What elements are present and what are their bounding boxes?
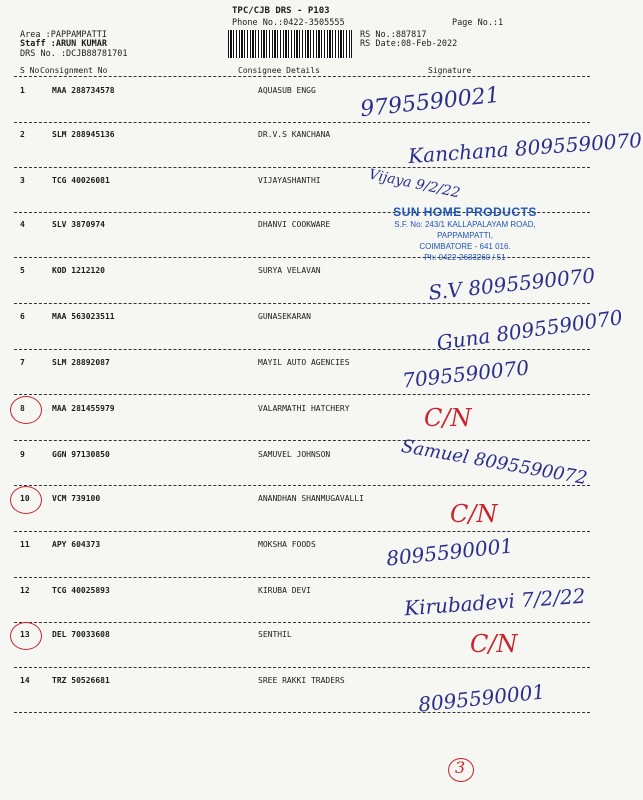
company-stamp xyxy=(360,205,570,263)
row-sno: 9 xyxy=(20,450,25,459)
row-consignee: ANANDHAN SHANMUGAVALLI xyxy=(258,494,364,503)
row-consignment-no: TCG 40025893 xyxy=(52,586,110,595)
stamp-address-3: COIMBATORE - 641 016. xyxy=(419,242,511,251)
row-divider xyxy=(14,303,590,304)
row-sno: 14 xyxy=(20,676,30,685)
row-consignment-no: MAA 281455979 xyxy=(52,404,115,413)
stamp-name: SUN HOME PRODUCTS xyxy=(393,205,537,219)
row-divider xyxy=(14,440,590,441)
row-divider xyxy=(14,622,590,623)
row-number-circle xyxy=(10,622,42,650)
col-details: Consignee Details xyxy=(238,66,320,75)
row-signature: Samuel 8095590072 xyxy=(399,435,589,490)
row-sno: 4 xyxy=(20,220,25,229)
row-consignment-no: MAA 563023511 xyxy=(52,312,115,321)
row-sno: 3 xyxy=(20,176,25,185)
row-consignee: MAYIL AUTO AGENCIES xyxy=(258,358,350,367)
row-consignment-no: SLM 288945136 xyxy=(52,130,115,139)
row-signature: 8095590001 xyxy=(385,533,515,571)
col-sno: S No xyxy=(20,66,40,75)
staff-label: Staff :ARUN KUMAR xyxy=(20,39,107,49)
row-signature: Vijaya 9/2/22 xyxy=(367,166,462,202)
row-consignment-no: TRZ 50526681 xyxy=(52,676,110,685)
row-signature: Kirubadevi 7/2/22 xyxy=(403,583,587,621)
row-number-circle xyxy=(10,486,42,514)
rs-number: RS No.:887817 xyxy=(360,30,427,40)
row-consignment-no: APY 604373 xyxy=(52,540,101,549)
rs-date: RS Date:08-Feb-2022 xyxy=(360,39,458,49)
row-signature: Kanchana 8095590070 xyxy=(407,127,643,169)
col-consignment: Consignment No xyxy=(40,66,108,75)
row-divider xyxy=(14,577,590,578)
row-signature: S.V 8095590070 xyxy=(427,263,597,305)
stamp-address-2: PAPPAMPATTI, xyxy=(437,231,493,240)
row-consignment-no: TCG 40026081 xyxy=(52,176,110,185)
row-divider xyxy=(14,712,590,713)
row-consignee: SURYA VELAVAN xyxy=(258,266,321,275)
row-divider xyxy=(14,667,590,668)
row-divider xyxy=(14,122,590,123)
row-consignee: SAMUVEL JOHNSON xyxy=(258,450,331,459)
row-consignee: KIRUBA DEVI xyxy=(258,586,311,595)
row-cn-annotation: C/N xyxy=(470,630,518,658)
row-sno: 7 xyxy=(20,358,25,367)
row-consignment-no: VCM 739100 xyxy=(52,494,101,503)
page-mark: 3 xyxy=(455,758,466,777)
col-signature: Signature xyxy=(428,66,472,75)
row-sno: 5 xyxy=(20,266,25,275)
row-sno: 6 xyxy=(20,312,25,321)
row-consignee: VIJAYASHANTHI xyxy=(258,176,321,185)
row-divider xyxy=(14,76,590,77)
row-cn-annotation: C/N xyxy=(450,500,498,528)
row-sno: 13 xyxy=(20,630,30,639)
phone-number: Phone No.:0422-3505555 xyxy=(232,18,345,28)
row-sno: 12 xyxy=(20,586,30,595)
row-sno: 10 xyxy=(20,494,30,503)
row-consignee: AQUASUB ENGG xyxy=(258,86,316,95)
row-sno: 8 xyxy=(20,404,25,413)
row-divider xyxy=(14,531,590,532)
row-signature: Guna 8095590070 xyxy=(435,305,625,355)
row-divider xyxy=(14,485,590,486)
stamp-phone: Ph: 0422-2633260 / 51 xyxy=(424,253,506,262)
row-consignment-no: GGN 97130850 xyxy=(52,450,110,459)
row-consignment-no: SLM 28892087 xyxy=(52,358,110,367)
row-divider xyxy=(14,167,590,168)
drs-number: DRS No. :DCJB88781701 xyxy=(20,49,128,59)
stamp-address-1: S.F. No: 243/1 KALLAPALAYAM ROAD, xyxy=(394,220,536,229)
row-consignee: VALARMATHI HATCHERY xyxy=(258,404,350,413)
row-divider xyxy=(14,349,590,350)
row-consignee: SREE RAKKI TRADERS xyxy=(258,676,345,685)
row-divider xyxy=(14,394,590,395)
row-consignee: SENTHIL xyxy=(258,630,292,639)
row-sno: 1 xyxy=(20,86,25,95)
row-cn-annotation: C/N xyxy=(424,404,472,432)
area-label: Area :PAPPAMPATTI xyxy=(20,30,107,40)
document-title: TPC/CJB DRS - P103 xyxy=(232,6,330,16)
row-number-circle xyxy=(10,396,42,424)
barcode-image xyxy=(228,30,352,58)
row-consignment-no: MAA 288734578 xyxy=(52,86,115,95)
row-consignee: MOKSHA FOODS xyxy=(258,540,316,549)
row-consignment-no: SLV 3870974 xyxy=(52,220,105,229)
row-signature: 7095590070 xyxy=(401,355,531,393)
row-consignment-no: DEL 70033608 xyxy=(52,630,110,639)
row-signature: 8095590001 xyxy=(417,679,547,717)
row-consignment-no: KOD 1212120 xyxy=(52,266,105,275)
row-signature: 9795590021 xyxy=(359,82,501,123)
row-sno: 11 xyxy=(20,540,30,549)
row-consignee: DR.V.S KANCHANA xyxy=(258,130,331,139)
row-consignee: DHANVI COOKWARE xyxy=(258,220,331,229)
page-number: Page No.:1 xyxy=(452,18,504,28)
row-consignee: GUNASEKARAN xyxy=(258,312,311,321)
row-sno: 2 xyxy=(20,130,25,139)
